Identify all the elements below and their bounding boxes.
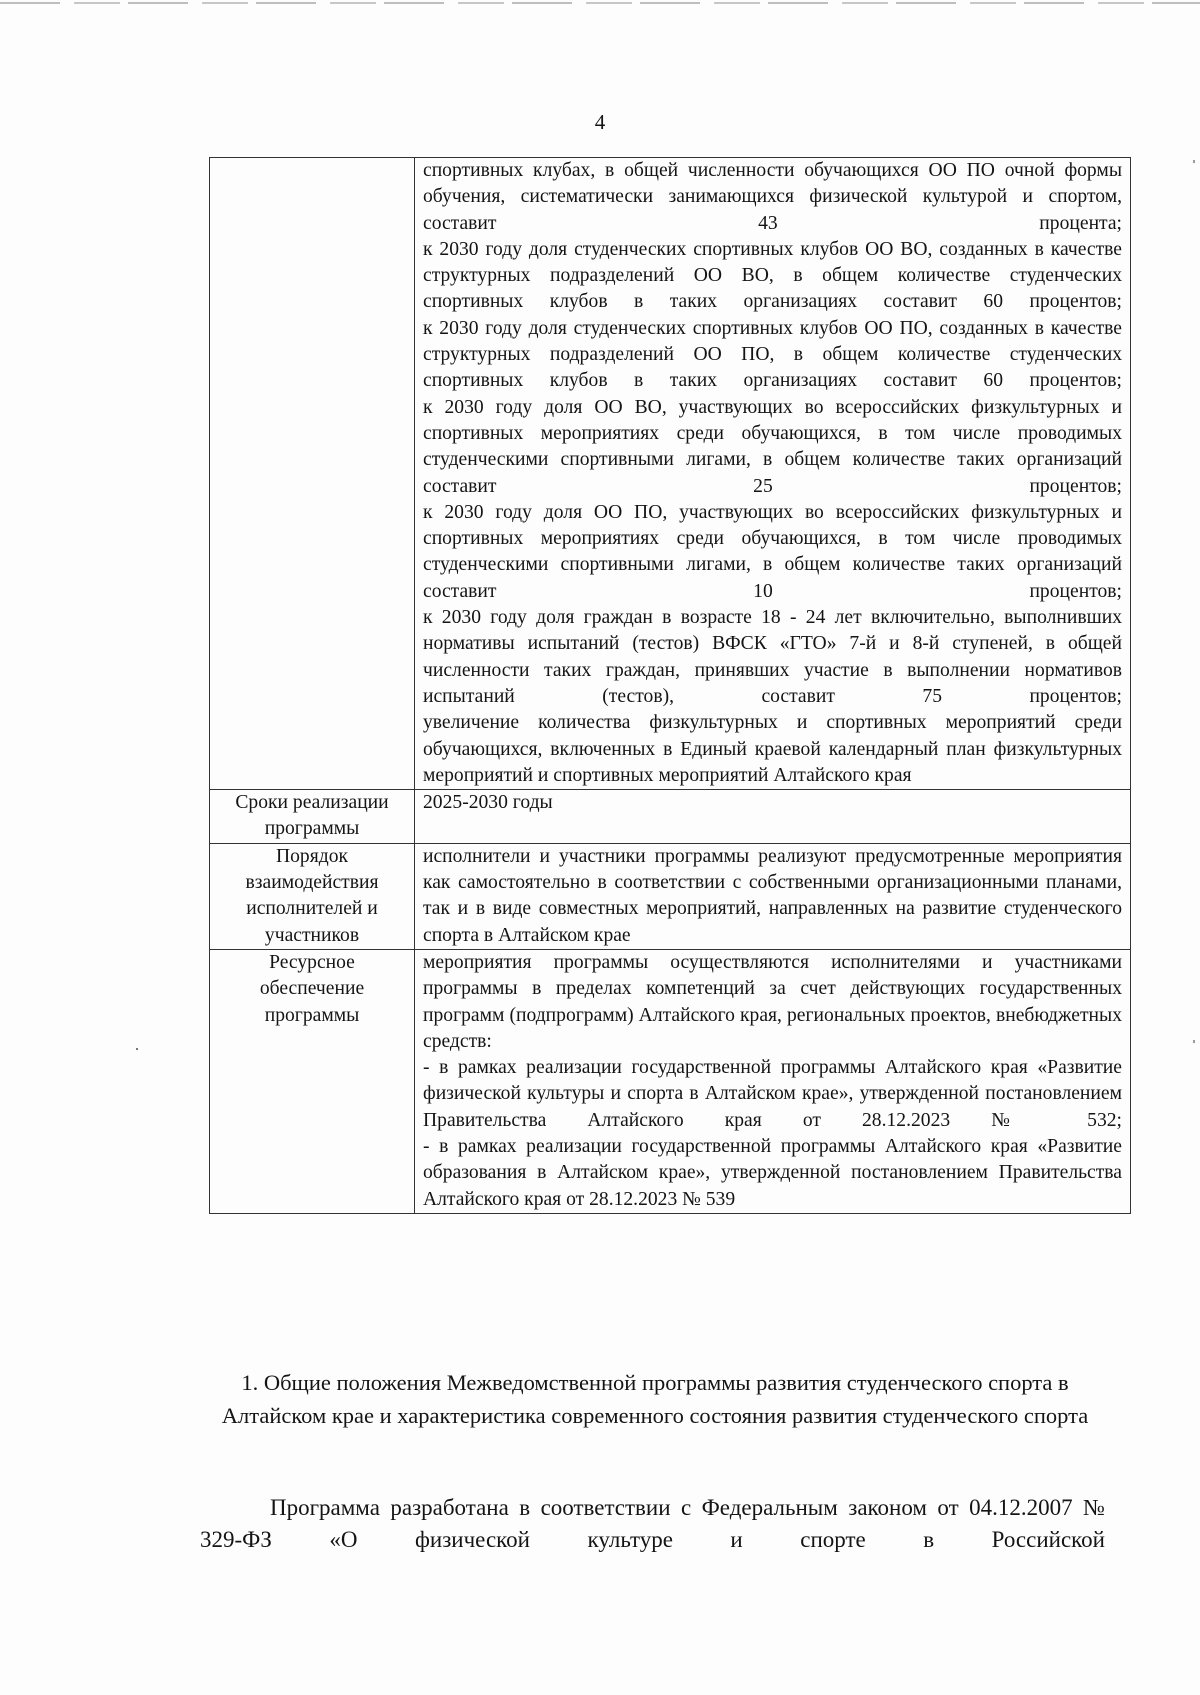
row-label: Ресурсное обеспечение программы [210,949,415,1213]
table-row [210,790,1131,844]
table-row [210,949,1131,1213]
value-paragraph: увеличение количества физкультурных и спортивных мероприятий среди обучающихся, включенных в Единый краевой календарный план физкультурных мероприятий и спортивных мероприятий Алтайского края [423,712,1122,786]
value-paragraph: 2025-2030 годы [423,792,553,814]
table-row [210,843,1131,949]
value-paragraph: - в рамках реализации государственной программы Алтайского края «Развитие образования в Алтайском крае», утвержденной постановлением Правительства Алтайского края от 28.12.2023 № 539 [423,1135,1122,1210]
value-paragraph: к 2030 году доля граждан в возрасте 18 - 24 лет включительно, выполнивших нормативы испытаний (тестов) ВФСК «ГТО» 7-й и 8-й ступеней, в общей численности таких граждан, принявших участие в выполнении нормативов испытаний (тестов), составит 75 процентов; [423,607,1122,707]
row-value [415,790,1131,844]
value-paragraph: к 2030 году доля студенческих спортивных клубов ОО ВО, созданных в качестве структурных подразделений ОО ВО, в общем количестве студенческих спортивных клубов в таких организациях составит 60 процентов; [423,238,1122,313]
value-paragraph: спортивных клубах, в общей численности обучающихся ОО ПО очной формы обучения, систематически занимающихся физической культурой и спортом, составит 43 процента; [423,160,1122,234]
body-paragraph: Программа разработана в соответствии с Федеральным законом от 04.12.2007 № 329-ФЗ «О физической культуре и спорте в Российской [200,1495,1105,1552]
row-label [210,158,415,790]
value-paragraph: к 2030 году доля ОО ВО, участвующих во всероссийских физкультурных и спортивных мероприятиях среди обучающихся, в том числе проводимых студенческими спортивными лигами, в общем количестве таких организаций составит 25 процентов; [423,396,1122,497]
value-paragraph: - в рамках реализации государственной программы Алтайского края «Развитие физической культуры и спорта в Алтайском крае», утвержденной постановлением Правительства Алтайского края от 28.12.2023 № 532; [423,1057,1122,1131]
scan-artifact-dot [136,1048,138,1050]
value-paragraph: к 2030 году доля ОО ПО, участвующих во всероссийских физкультурных и спортивных мероприятиях среди обучающихся, в том числе проводимых студенческими спортивными лигами, в общем количестве таких организаций составит 10 процентов; [423,501,1122,602]
section-heading: 1. Общие положения Межведомственной программы развития студенческого спорта в Алтайском крае и характеристика современного состояния развития студенческого спорта [221,1370,1089,1428]
value-paragraph: исполнители и участники программы реализуют предусмотренные мероприятия как самостоятельно в соответствии с собственными организационными планами, так и в виде совместных мероприятий, направленных на развитие студенческого спорта в Алтайском крае [423,845,1122,946]
value-paragraph: к 2030 году доля студенческих спортивных клубов ОО ПО, созданных в качестве структурных подразделений ОО ПО, в общем количестве студенческих спортивных клубов в таких организациях составит 60 процентов; [423,317,1122,392]
program-passport-table [209,157,1131,1214]
page-number: 4 [594,110,606,134]
table-row [210,158,1131,790]
row-value [415,158,1131,790]
row-value [415,843,1131,949]
scan-artifact-dot [1193,160,1195,163]
scan-artifact-dot [1193,1040,1195,1043]
row-label: Сроки реализации программы [210,790,415,844]
value-paragraph: мероприятия программы осуществляются исполнителями и участниками программы в пределах компетенций за счет действующих государственных программ (подпрограмм) Алтайского края, региональных проектов, внебюджетных средств: [423,951,1122,1052]
row-label: Порядок взаимодействия исполнителей и участников [210,843,415,949]
scan-artifact-line [0,2,1200,4]
row-value [415,949,1131,1213]
